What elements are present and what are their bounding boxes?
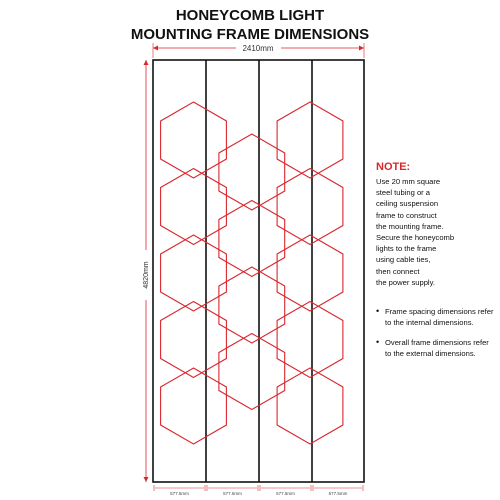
column-spacing-label: 577.5mm [223, 491, 242, 496]
hexagon-light [161, 235, 227, 311]
note-line: Use 20 mm square [376, 177, 441, 186]
height-arrow-top [144, 60, 149, 65]
honeycomb-lights [161, 102, 343, 444]
note-heading: NOTE: [376, 161, 411, 173]
hexagon-light [277, 235, 343, 311]
hexagon-light [219, 267, 285, 343]
dimension-lines [144, 43, 365, 482]
note-line: frame to construct [376, 210, 437, 220]
note-line: steel tubing or a [376, 188, 431, 198]
hexagon-light [161, 169, 227, 245]
note-line: ceiling suspension [376, 199, 439, 209]
hexagon-light [219, 201, 285, 277]
hexagon-light [219, 334, 285, 410]
note-line: lights to the frame [376, 244, 437, 254]
column-spacing-label: 577.5mm [328, 491, 348, 496]
column-spacing-labels [154, 485, 363, 496]
hexagon-light [161, 302, 227, 378]
note-bullets [376, 306, 496, 359]
note-line: using cable ties, [376, 255, 431, 265]
note-body [376, 176, 496, 288]
width-dimension-label: 2410mm [242, 44, 274, 53]
hexagon-light [161, 102, 227, 178]
note-line: then connect [376, 266, 420, 276]
hexagon-light [161, 368, 227, 444]
height-dimension-label: 4820mm [143, 261, 150, 289]
hexagon-light [277, 302, 343, 378]
title-line-1: HONEYCOMB LIGHT [175, 7, 325, 24]
hexagon-light [277, 102, 343, 178]
hexagon-light [219, 134, 285, 210]
height-arrow-bottom [144, 477, 149, 482]
note-line: the mounting frame. [376, 221, 444, 231]
column-spacing-label: 577.5mm [276, 491, 295, 496]
hexagon-light [277, 169, 343, 245]
width-arrow-right [359, 46, 364, 51]
width-arrow-left [153, 46, 158, 51]
bullet-overall-dimensions: • Overall frame dimensions refer to the external dimensions. [376, 337, 496, 359]
hexagon-light [277, 368, 343, 444]
column-spacing-label: 577.5mm [170, 491, 189, 496]
note-panel [376, 160, 496, 375]
note-line: Secure the honeycomb [376, 233, 455, 243]
note-line: the power supply. [376, 277, 435, 287]
bullet-frame-spacing: • Frame spacing dimensions refer to the internal dimensions. [376, 306, 496, 328]
title-line-2: MOUNTING FRAME DIMENSIONS [130, 26, 370, 43]
